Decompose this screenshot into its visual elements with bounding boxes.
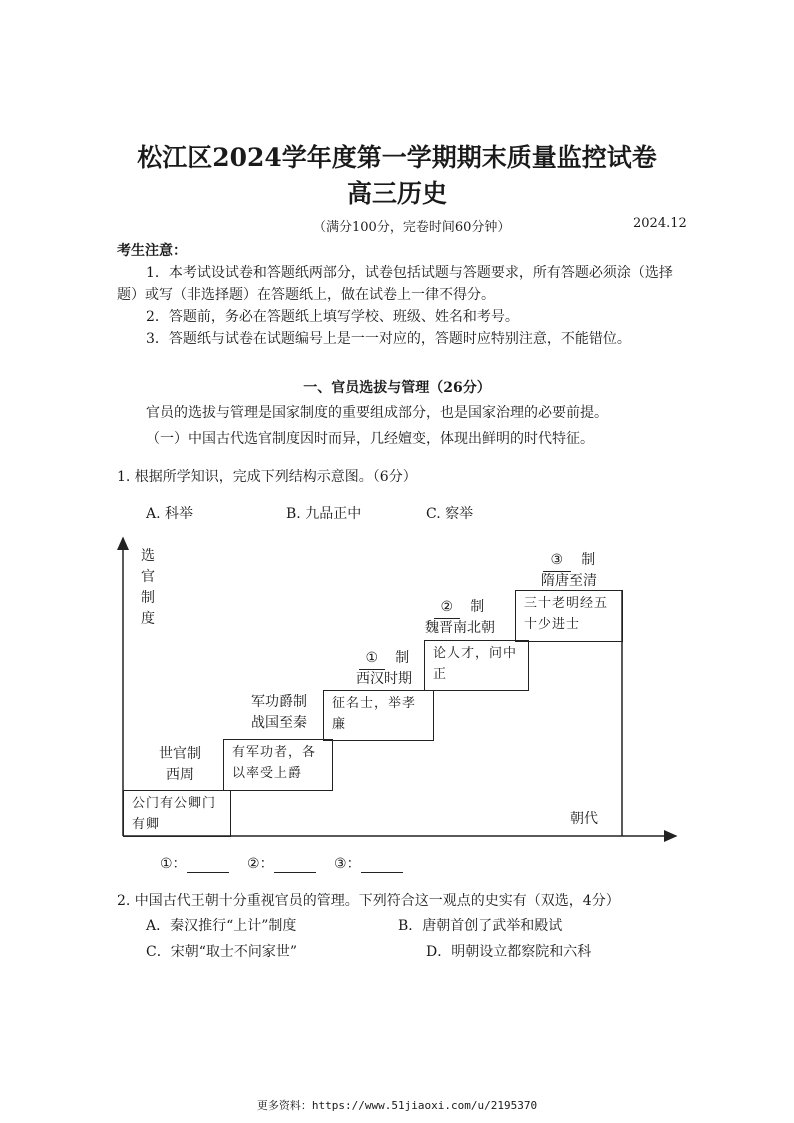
question-1-stem: 1. 根据所学知识，完成下列结构示意图。（6分） xyxy=(117,469,417,485)
notice-item-3: 3．答题纸与试卷在试题编号上是一一对应的，答题时应特别注意，不能错位。 xyxy=(146,331,631,347)
answer-blank-2[interactable] xyxy=(274,858,316,873)
step-4-system xyxy=(352,648,416,670)
answer-label-2: ②： xyxy=(247,856,274,872)
x-axis-label: 朝代 xyxy=(570,811,598,827)
q1-option-c: C. 察举 xyxy=(426,506,474,522)
q2-option-b: B．唐朝首创了武举和殿试 xyxy=(398,918,563,934)
q2-option-c: C．宋朝“取士不问家世” xyxy=(146,944,298,960)
step-3-system: 军功爵制 xyxy=(251,694,307,710)
step-5-period: 魏晋南北朝 xyxy=(425,620,495,636)
step-6-system-suffix: 制 xyxy=(581,552,596,568)
step-2-system: 世官制 xyxy=(159,746,201,762)
full-mark-note: （满分100分，完卷时间60分钟） xyxy=(313,220,511,235)
blank-3[interactable]: ③ xyxy=(543,550,571,572)
answer-blank-3[interactable] xyxy=(361,858,403,873)
blank-1[interactable]: ① xyxy=(359,648,385,670)
step-6-system xyxy=(530,550,608,572)
section-title: 一、官员选拔与管理（26分） xyxy=(303,380,491,396)
section-intro: 官员的选拔与管理是国家制度的重要组成部分，也是国家治理的必要前提。 xyxy=(146,405,608,421)
step-6-period: 隋唐至清 xyxy=(541,573,597,589)
notice-item-1-line-2: 题）或写（非选择题）在答题纸上，做在试卷上一律不得分。 xyxy=(117,287,495,303)
exam-title: 松江区2024学年度第一学期期末质量监控试卷 xyxy=(137,143,657,172)
answer-label-1: ①： xyxy=(160,856,187,872)
step-5-box: 三十老明经五十少进士 xyxy=(515,590,623,642)
step-3-period: 战国至秦 xyxy=(251,715,307,731)
step-5-system xyxy=(422,597,496,619)
exam-subtitle: 高三历史 xyxy=(346,179,447,208)
y-axis-label: 选官制度 xyxy=(141,548,155,627)
notice-heading: 考生注意： xyxy=(117,243,187,259)
answer-label-3: ③： xyxy=(334,856,361,872)
footer-link[interactable]: 更多资料：https://www.51jiaoxi.com/u/2195370 xyxy=(256,1099,538,1112)
step-2-period: 西周 xyxy=(166,767,194,783)
q2-option-d: D．明朝设立都察院和六科 xyxy=(426,944,592,960)
q1-option-b: B. 九品正中 xyxy=(286,506,362,522)
notice-item-2: 2．答题前，务必在答题纸上填写学校、班级、姓名和考号。 xyxy=(146,309,519,325)
step-1-box: 公门有公卿门有卿 xyxy=(123,790,231,837)
step-4-period: 西汉时期 xyxy=(356,671,412,687)
answer-blank-1[interactable] xyxy=(187,858,229,873)
blank-2[interactable]: ② xyxy=(434,597,460,619)
exam-date: 2024.12 xyxy=(633,216,687,231)
step-2-box: 有军功者，各以率受上爵 xyxy=(223,739,333,791)
step-4-system-suffix: 制 xyxy=(395,650,410,666)
question-2-stem: 2. 中国古代王朝十分重视官员的管理。下列符合这一观点的史实有（双选，4分） xyxy=(117,893,620,909)
notice-item-1-line-1: 1．本考试设试卷和答题纸两部分，试卷包括试题与答题要求，所有答题必须涂（选择 xyxy=(146,265,673,281)
answer-blanks-row xyxy=(160,853,403,873)
step-3-box: 征名士，举孝廉 xyxy=(323,690,434,741)
step-4-box: 论人才，问中正 xyxy=(424,640,529,691)
q2-option-a: A．秦汉推行“上计”制度 xyxy=(146,918,297,934)
q1-option-a: A. 科举 xyxy=(146,506,194,522)
step-5-system-suffix: 制 xyxy=(470,599,485,615)
section-subheading: （一）中国古代选官制度因时而异，几经嬗变，体现出鲜明的时代特征。 xyxy=(146,431,594,447)
